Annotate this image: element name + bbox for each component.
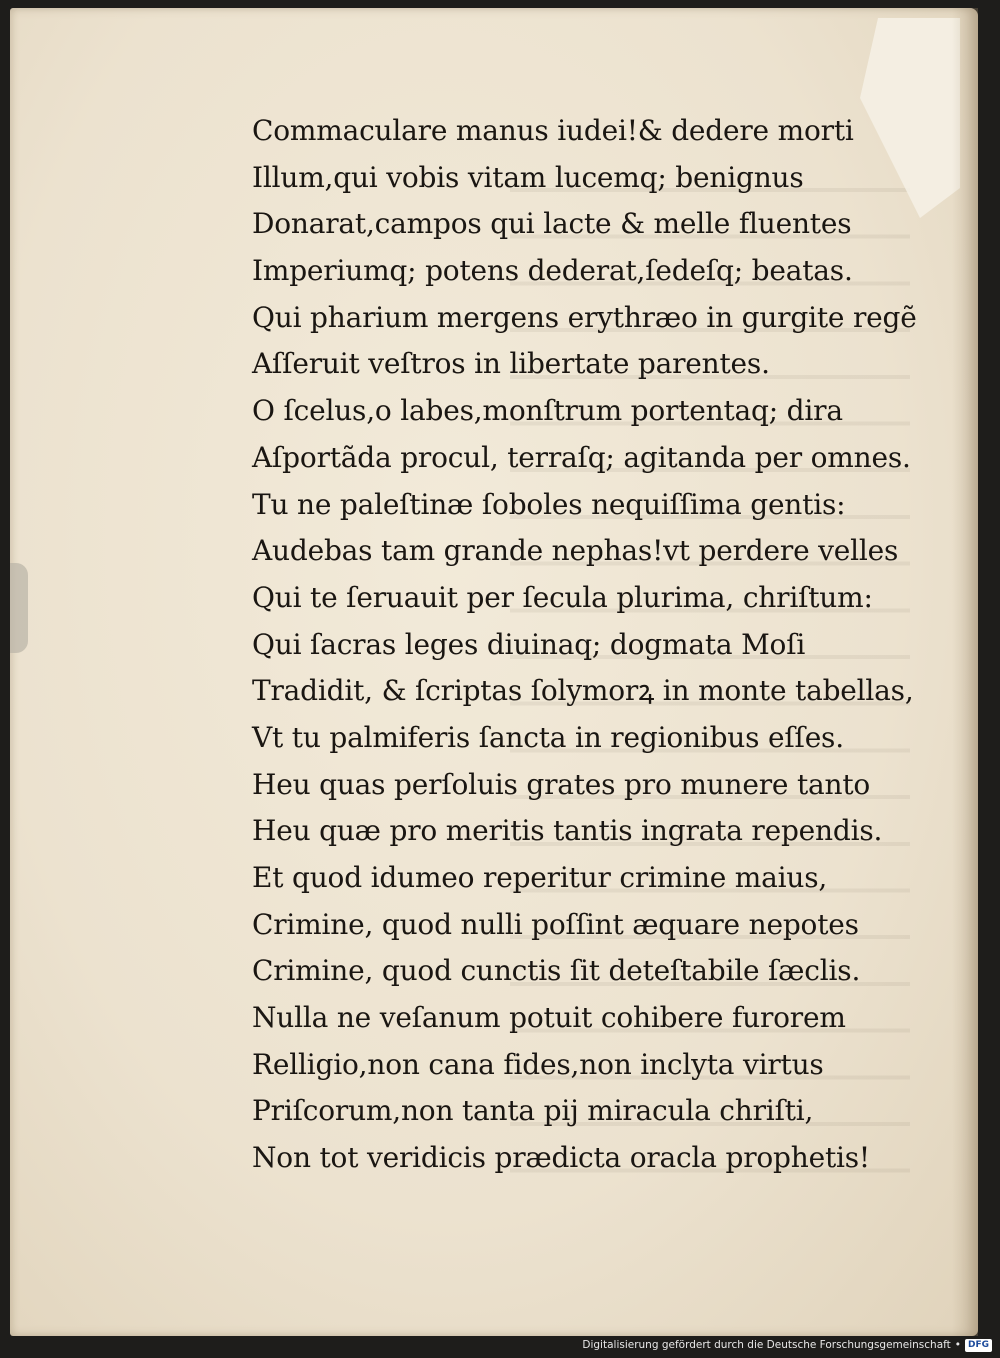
verse-line: Priſcorum,non tanta pij miracula chriſti, <box>252 1094 814 1128</box>
footer-separator: • <box>954 1339 961 1351</box>
verse-line: Heu quæ pro meritis tantis ingrata rependis. <box>252 814 883 848</box>
digitization-footer <box>582 1336 992 1354</box>
verse-line: Et quod idumeo reperitur crimine maius, <box>252 861 828 894</box>
verse-line: Tradidit, & ſcriptas ſolymorꝝ in monte tabellas, <box>252 674 914 708</box>
verse-line: Relligio,non cana fides,non inclyta virtus <box>252 1047 824 1081</box>
page-tab-marker <box>10 563 28 653</box>
book-page <box>10 8 978 1336</box>
verse-line: Heu quas perſoluis grates pro munere tanto <box>252 767 871 801</box>
verse-line: O ſcelus,o labes,monſtrum portentaq; dira <box>252 394 843 428</box>
verse-line: Nulla ne veſanum potuit cohibere furorem <box>252 1001 846 1035</box>
verse-line: Crimine, quod cunctis ſit deteſtabile ſæclis. <box>252 954 861 988</box>
verse-line: Vt tu palmiferis ſancta in regionibus eſſes. <box>252 720 844 754</box>
verse-line: Tu ne paleſtinæ ſoboles nequiſſima gentis: <box>252 487 846 521</box>
verse-line: Qui ſacras leges diuinaq; dogmata Moſi <box>252 627 806 661</box>
verse-line: Non tot veridicis prædicta oracla prophetis! <box>252 1141 870 1175</box>
dfg-logo-icon: DFG <box>965 1339 992 1352</box>
funding-credit: Digitalisierung gefördert durch die Deutsche Forschungsgemeinschaft <box>582 1339 951 1351</box>
poem-text-block <box>252 108 917 1182</box>
verse-line: Imperiumq; potens dederat,ſedeſq; beatas. <box>252 254 853 288</box>
verse-line: Qui te ſeruauit per ſecula plurima, chriſtum: <box>252 580 873 614</box>
verse-line: Crimine, quod nulli poſſint æquare nepotes <box>252 907 859 941</box>
verse-line: Commaculare manus iudei!& dedere morti <box>252 114 854 147</box>
verse-line: Aſportãda procul, terraſq; agitanda per omnes. <box>252 440 911 474</box>
verse-line: Illum,qui vobis vitam lucemq; benignus <box>252 160 804 194</box>
page-gutter-shadow <box>952 8 978 1336</box>
verse-line: Donarat,campos qui lacte & melle fluentes <box>252 207 852 241</box>
verse-line: Aſſeruit veſtros in libertate parentes. <box>252 347 770 381</box>
verse-line: Qui pharium mergens erythræo in gurgite regẽ <box>252 300 917 334</box>
verse-line: Audebas tam grande nephas!vt perdere velles <box>252 534 899 568</box>
